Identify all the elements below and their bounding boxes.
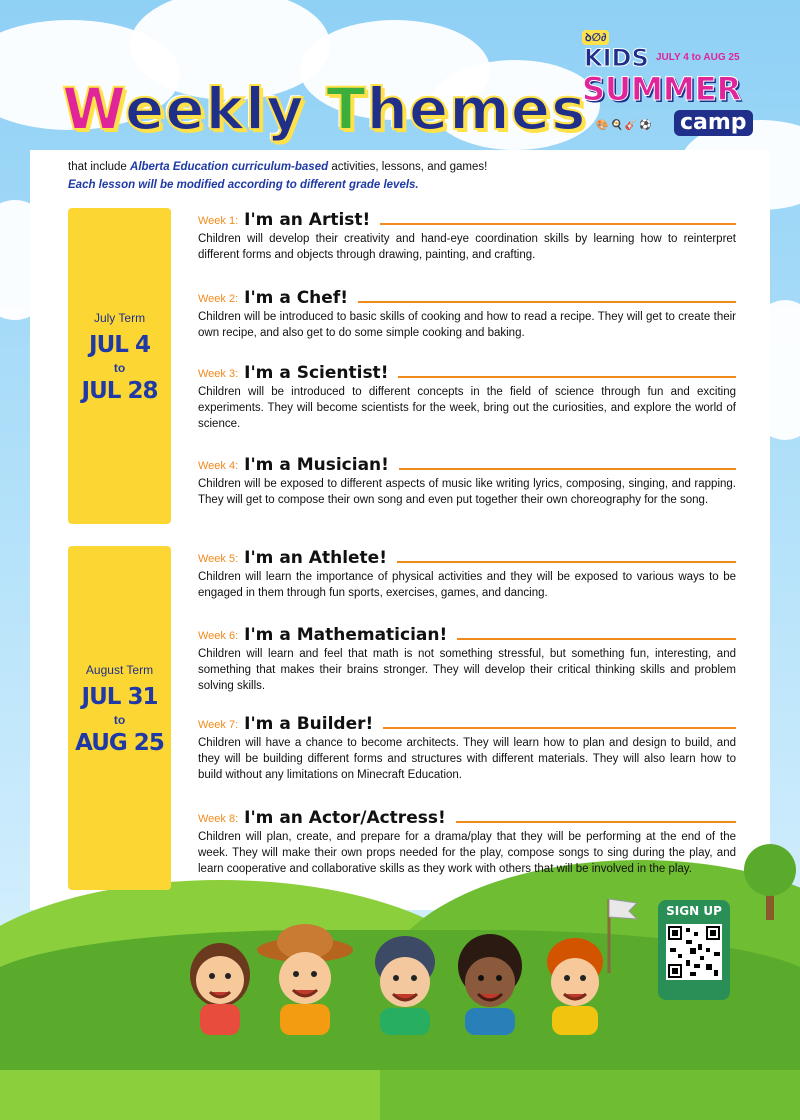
- week-number: Week 1:: [198, 215, 239, 227]
- children-illustration: [180, 900, 640, 1035]
- title-part: hemes: [366, 75, 587, 143]
- term-label: July Term: [93, 311, 146, 325]
- kids-summer-camp-logo: [582, 30, 752, 142]
- divider: [383, 727, 736, 729]
- week-description: Children will learn and feel that math is not something stressful, but something fun, interesting, and something that makes their brains stronger. They will develop their critical thinking skills and problem solving skills.: [198, 648, 736, 692]
- week-item: [198, 282, 736, 341]
- intro-text: [68, 158, 487, 194]
- term-to: to: [113, 361, 126, 375]
- week-item: [198, 619, 736, 694]
- logo-summer-text: SUMMER: [582, 70, 742, 108]
- week-item: [198, 449, 736, 508]
- intro-prefix: that include: [68, 161, 131, 173]
- week-number: Week 5:: [198, 553, 239, 565]
- week-title: I'm a Scientist!: [244, 363, 389, 383]
- week-title: I'm a Mathematician!: [244, 625, 448, 645]
- divider: [398, 376, 736, 378]
- divider: [358, 301, 736, 303]
- divider: [456, 821, 736, 823]
- term-start: JUL 4: [89, 332, 150, 358]
- flag-icon: [603, 893, 643, 973]
- week-description: Children will be introduced to basic skills of cooking and how to read a recipe. They will get to create their own recipe, and also get to do some simple cooking and baking.: [198, 311, 736, 339]
- term-label: August Term: [85, 663, 154, 677]
- week-description: Children will develop their creativity and hand-eye coordination skills by learning how to reinterpret different forms and objects through drawing, painting, and crafting.: [198, 233, 736, 261]
- intro-line-1: [68, 158, 487, 176]
- week-item: [198, 204, 736, 263]
- week-description: Children will have a chance to become architects. They will learn how to plan and design to build, and they will be building different forms and structures with different materials. They will also learn how to build without any limitations on Minecraft Education.: [198, 737, 736, 781]
- week-description: Children will be introduced to different concepts in the field of science through fun and exciting experiments. They will become scientists for the week, bring out the curiosities, and explore the world of science.: [198, 386, 736, 430]
- intro-line-2: Each lesson will be modified according to different grade levels.: [68, 179, 419, 191]
- week-title: I'm an Athlete!: [244, 548, 387, 568]
- title-letter-t: T: [326, 75, 367, 143]
- qr-code-icon[interactable]: [666, 924, 722, 980]
- week-description: Children will plan, create, and prepare for a drama/play that they will be performing at the end of the week. They will make their own props needed for the play, compose songs to sing during the play, and learn cooperative and collaborative skills as they work with others that will be involved in the play.: [198, 831, 736, 875]
- week-title: I'm a Chef!: [244, 288, 348, 308]
- brand-mark: ꝺ∅∂: [582, 30, 609, 45]
- signup-qr-panel[interactable]: [658, 900, 730, 1000]
- intro-emphasis: Alberta Education curriculum-based: [130, 161, 329, 173]
- divider: [380, 223, 736, 225]
- term-to: to: [113, 713, 126, 727]
- week-item: [198, 802, 736, 877]
- week-title: I'm an Actor/Actress!: [244, 808, 446, 828]
- week-title: I'm a Builder!: [244, 714, 374, 734]
- week-item: [198, 357, 736, 432]
- week-number: Week 3:: [198, 368, 239, 380]
- divider: [457, 638, 736, 640]
- week-description: Children will learn the importance of physical activities and they will be exposed to various ways to be engaged in them through fun sports, exercises, games, and dancing.: [198, 571, 736, 599]
- activity-icons: 🎨🍳🎸⚽: [596, 120, 654, 131]
- page-title: [62, 75, 587, 143]
- week-description: Children will be exposed to different aspects of music like writing lyrics, composing, singing, and rapping. They will get to compose their own song and even put together their own choreography for the song.: [198, 478, 736, 506]
- divider: [399, 468, 736, 470]
- term-start: JUL 31: [81, 684, 158, 710]
- august-term-panel: [68, 546, 171, 890]
- week-item: [198, 542, 736, 601]
- week-title: I'm a Musician!: [244, 455, 389, 475]
- tree-icon: [740, 840, 800, 920]
- title-letter-w: W: [62, 75, 125, 143]
- term-end: JUL 28: [81, 378, 158, 404]
- intro-suffix: activities, lessons, and games!: [328, 161, 488, 173]
- week-number: Week 8:: [198, 813, 239, 825]
- logo-dates: JULY 4 to AUG 25: [656, 52, 740, 63]
- term-end: AUG 25: [75, 730, 164, 756]
- week-number: Week 2:: [198, 293, 239, 305]
- week-title: I'm an Artist!: [244, 210, 371, 230]
- divider: [397, 561, 736, 563]
- week-number: Week 7:: [198, 719, 239, 731]
- july-term-panel: [68, 208, 171, 524]
- week-item: [198, 708, 736, 783]
- logo-camp-text: camp: [674, 110, 753, 136]
- week-number: Week 6:: [198, 630, 239, 642]
- logo-kids-text: KIDS: [584, 44, 649, 72]
- title-part: eekly: [124, 75, 327, 143]
- signup-label: SIGN UP: [666, 904, 722, 918]
- week-number: Week 4:: [198, 460, 239, 472]
